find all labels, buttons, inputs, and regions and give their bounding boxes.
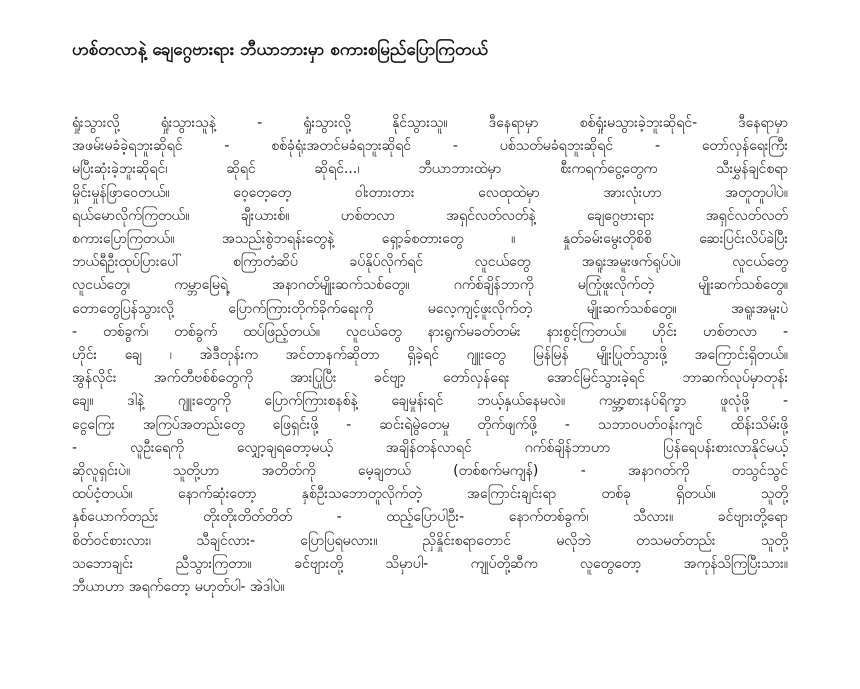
body-line: ရယ်မောလိုက်ကြတယ်။ ချီးယားစ်။ ဟစ်တလာ အရှင်လတ်လတ်နဲ့ ချေဂွေဗားရား အရှင်လတ်လတ်: [72, 207, 788, 224]
body-line: ဆိုလူရှင်းပဲ။ သူတို့ဟာ အတိတ်ကို မေ့ချတယ် (တစ်စက်မကျန်) - အနာဂတ်ကို တသွင်သွင်: [72, 463, 788, 480]
body-line: ဟိုင်း ချေ ၊ အဲဒီတုန်းက အင်တာနက်ဆိုတာ ရှိခဲ့ရင် ဂျူးတွေ မြန်မြန် မျိုးပြုတ်သွားဖို့ အကြောင်းရှိတယ်။: [72, 347, 788, 364]
body-line: မှိုင်းမှုန်ဖြာဝေတယ်။ ဝေ့တေ့တေ့ ဝါးတားတား လေထုထဲမှာ အားလုံးဟာ အတူတူပါပဲ။: [72, 184, 788, 201]
body-line: - လူဦးရေကို လျှော့ချရတော့မယ့် အချိန်တန်လာရင် ဂက်စ်ချိန်ဘာဟာ ပြန်ရေပန်းစားလာနိုင်မယ့်: [72, 439, 788, 456]
body-line: ရှုံးသွားလို့ ရှုံးသွားသူနဲ့ - ရှုံးသွားလို့ နိုင်သွားသူ။ ဒီနေရာမှာ စစ်ရှုံးမသွားခဲ့ဘူးဆိုရင်- ဒီနေရာမှာ: [72, 115, 788, 131]
document-body: [72, 112, 788, 599]
body-line: - တစ်ခွက်၊ တစ်ခွက် ထပ်ဖြည့်တယ်။ လူငယ်တွေ နားရွက်မခတ်တမ်း နားစွင့်ကြတယ်။ ဟိုင်း ဟစ်တလာ -: [72, 323, 788, 340]
body-line: မပြီးဆုံးခဲ့ဘူးဆိုရင်၊ ဆိုရင် ဆိုရင်...၊ ဘီယာဘားထဲမှာ စီးကရက်ငွေ့တွေက သီးမွှန်ချင်စရာ: [72, 161, 788, 178]
body-line: စိတ်ဝင်စားလား၊ သီချင်လား- ပြောပြရမလား။ ညှိနှိုင်းစရာတောင် မလိုဘဲ တသမတ်တည်း သူတို့: [72, 532, 788, 549]
body-line: ငွေကြေး အကြပ်အတည်းတွေ ဖြေရှင်းဖို့ - ဆင်းရဲမွဲတေမှု တိုက်ဖျက်ဖို့ - သဘာဝပတ်ဝန်းကျင် ထိန်းသိမ်းဖို့: [72, 416, 788, 433]
body-line: ထပ်ငံ့တယ်။ နောက်ဆုံးတော့ နှစ်ဦးသဘောတူလိုက်တဲ့ အကြောင်းချင်းရာ တစ်ခု ရှိတယ်။ သူတို့: [72, 486, 788, 503]
body-line: ဘယ်ရီဦးထုပ်ပြားပေါ် စကြာတံဆိပ် ခပ်နိုပ်လိုက်ရင် လူငယ်တွေ အရူးအမူးဖက်ရုပ်ပဲ။ လူငယ်တွေ: [72, 254, 788, 271]
body-line: စကားပြောကြတယ်။ အသည်းစွဲဘရန်းတွေနဲ့ ရှော့ခ်စတားတွေ ။ နှုတ်ခမ်းမွေးတိုစိစိ ဆေးပြင်းလိပ်ခဲပြီး: [72, 231, 788, 248]
body-line: တောတွေပြန်သွားလို့ ပြောက်ကြားတိုက်ခိုက်ရေးကို မလေ့ကျင့်ဖူးလိုက်တဲ့ မျိုးဆက်သစ်တွေ။ အရူးအမူးပဲ: [72, 300, 788, 317]
body-line: လူငယ်တွေ၊ ကမ္ဘာမြေရဲ့ အနာဂတ်မျိုးဆက်သစ်တွေ။ ဂက်စ်ချိန်ဘာကို မကြုံဖူးလိုက်တဲ့ မျိုးဆက်သစ်တွေ။: [72, 277, 788, 294]
body-line: သဘောချင်း ညီသွားကြတာ။ ခင်ဗျားတို့ သိမှာပါ- ကျုပ်တို့ဆီက လူတွေတော့ အကုန်သိကြပြီးသား။: [72, 555, 788, 572]
body-line: နှစ်ယောက်တည်း တိုးတိုးတိတ်တိတ် - ထည့်ပြောပါဦး- နောက်တစ်ခွက်၊ သီလား။ ခင်ဗျားတို့ရော: [72, 509, 788, 526]
document-title: ဟစ်တလာနဲ့ ချေဂွေဗားရား ဘီယာဘားမှာ စကားစမြည်ပြောကြတယ်: [72, 40, 489, 60]
body-line: အဖမ်းမခံခဲ့ရဘူးဆိုရင် - စစ်ခုံရုံးအတင်မခံရဘူးဆိုရင် - ပစ်သတ်မခံရဘူးဆိုရင် - တော်လှန်ရေးကြီး: [72, 138, 788, 155]
body-line-last: ဘီယာဟာ အရက်တော့ မဟုတ်ပါ- အဲဒါပဲ။: [72, 579, 285, 596]
body-line: ချေ။ ဒါနဲ့ ဂျူးတွေကို ပြောက်ကြားစနစ်နဲ့ ချေမှုန်းရင် ဘယ့်နှယ်နေမလဲ။ ကမ္ဘာ့စားနပ်ရိက္ခာ ဖူလုံဖို့ -: [72, 393, 788, 410]
body-line: အွန်လိုင်း အက်တီဗစ်စ်တွေကို အားပြုပြီး ခင်ဗျာ့ တော်လှန်ရေး အောင်မြင်သွားခဲ့ရင် ဘာဆက်လုပ်မှာတုန်း: [72, 370, 788, 387]
